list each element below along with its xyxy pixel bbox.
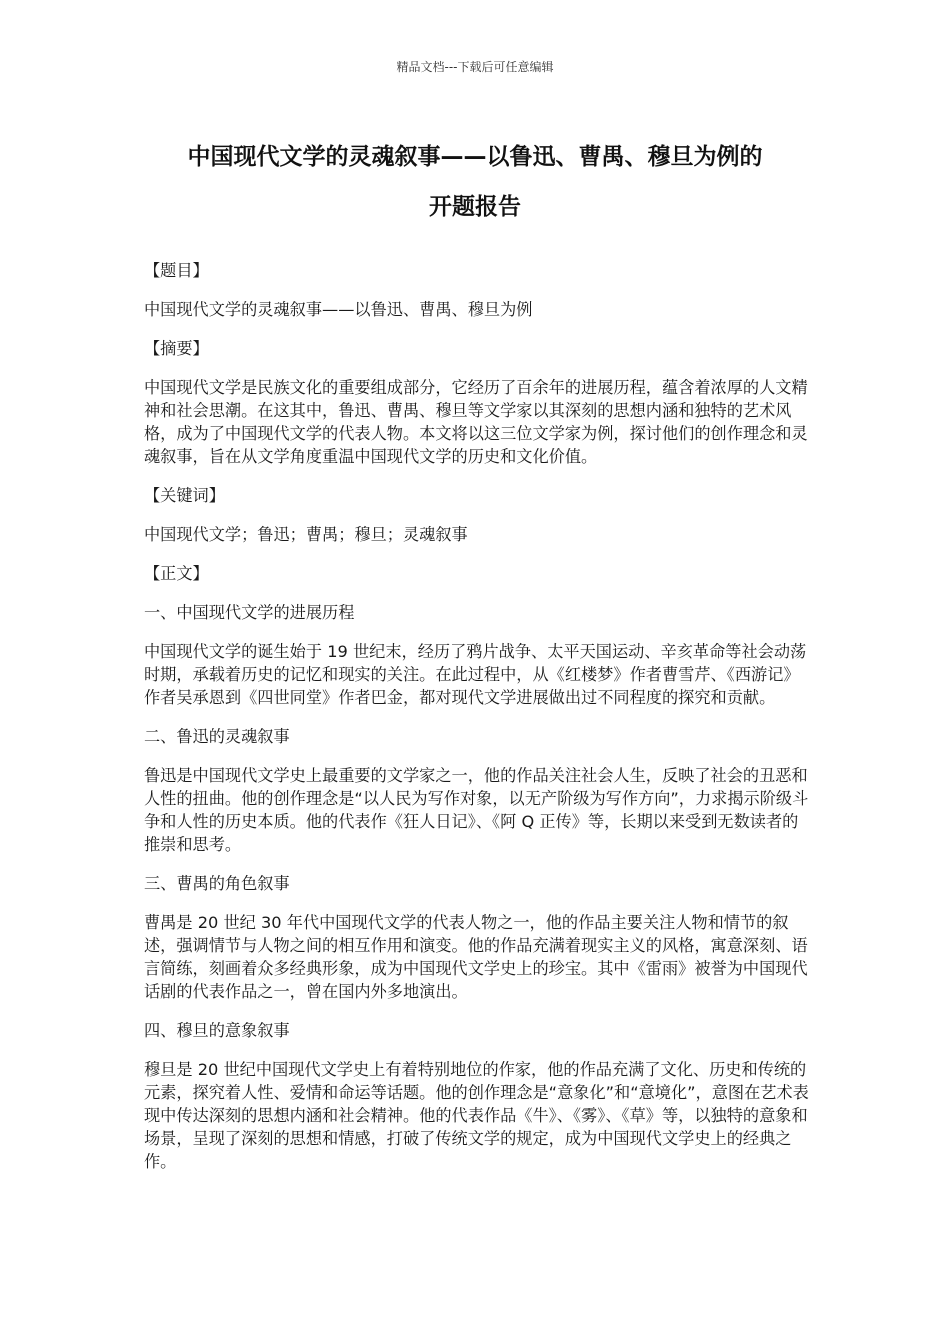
document-body	[144, 259, 809, 1189]
document-title-line-2: 开题报告	[429, 194, 521, 220]
paragraph-caoyu: 曹禺是 20 世纪 30 年代中国现代文学的代表人物之一，他的作品主要关注人物和情节的叙述，强调情节与人物之间的相互作用和演变。他的作品充满着现实主义的风格，寓意深刻、语言简练，刻画着众多经典形象，成为中国现代文学史上的珍宝。其中《雷雨》被誉为中国现代话剧的代表作品之一，曾在国内外多地演出。	[144, 913, 808, 1001]
header-note: 精品文档---下载后可任意编辑	[396, 60, 554, 74]
paragraph-luxun: 鲁迅是中国现代文学史上最重要的文学家之一，他的作品关注社会人生，反映了社会的丑恶和人性的扭曲。他的创作理念是“以人民为写作对象，以无产阶级为写作方向”，力求揭示阶级斗争和人性的历史本质。他的代表作《狂人日记》、《阿 Q 正传》等，长期以来受到无数读者的推崇和思考。	[144, 766, 809, 854]
heading-mudan: 四、穆旦的意象叙事	[144, 1021, 290, 1040]
heading-history: 一、中国现代文学的进展历程	[144, 603, 355, 622]
paragraph-history: 中国现代文学的诞生始于 19 世纪末，经历了鸦片战争、太平天国运动、辛亥革命等社会动荡时期，承载着历史的记忆和现实的关注。在此过程中，从《红楼梦》作者曹雪芹、《西游记》作者吴承恩到《四世同堂》作者巴金，都对现代文学进展做出过不同程度的探究和贡献。	[144, 642, 807, 707]
abstract-paragraph: 中国现代文学是民族文化的重要组成部分，它经历了百余年的进展历程，蕴含着浓厚的人文精神和社会思潮。在这其中，鲁迅、曹禺、穆旦等文学家以其深刻的思想内涵和独特的艺术风格，成为了中国现代文学的代表人物。本文将以这三位文学家为例，探讨他们的创作理念和灵魂叙事，旨在从文学角度重温中国现代文学的历史和文化价值。	[144, 378, 808, 466]
section-label-title: 【题目】	[144, 261, 209, 280]
keywords-text: 中国现代文学；鲁迅；曹禺；穆旦；灵魂叙事	[144, 525, 468, 544]
heading-caoyu: 三、曹禺的角色叙事	[144, 874, 290, 893]
heading-luxun: 二、鲁迅的灵魂叙事	[144, 727, 290, 746]
section-label-body: 【正文】	[144, 564, 209, 583]
topic-text: 中国现代文学的灵魂叙事——以鲁迅、曹禺、穆旦为例	[144, 300, 533, 319]
paragraph-mudan: 穆旦是 20 世纪中国现代文学史上有着特别地位的作家，他的作品充满了文化、历史和传统的元素，探究着人性、爱情和命运等话题。他的创作理念是“意象化”和“意境化”，意图在艺术表现中传达深刻的思想内涵和社会精神。他的代表作品《牛》、《雾》、《草》等，以独特的意象和场景，呈现了深刻的思想和情感，打破了传统文学的规定，成为中国现代文学史上的经典之作。	[144, 1060, 809, 1171]
section-label-abstract: 【摘要】	[144, 339, 209, 358]
document-title-line-1: 中国现代文学的灵魂叙事——以鲁迅、曹禺、穆旦为例的	[187, 144, 763, 170]
section-label-keywords: 【关键词】	[144, 486, 225, 505]
